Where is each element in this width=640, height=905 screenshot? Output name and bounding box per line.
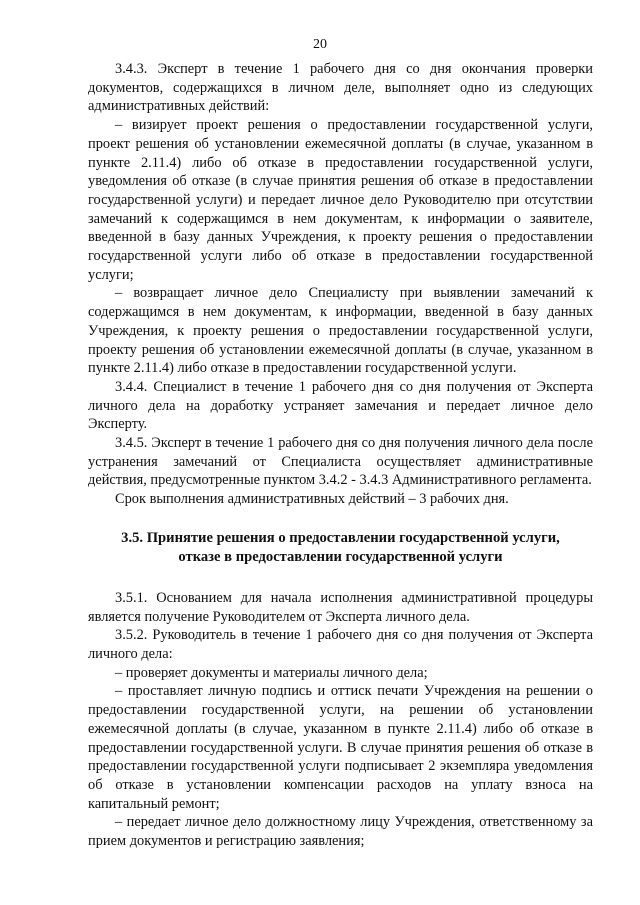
list-item-return: – возвращает личное дело Специалисту при выявлении замечаний к содержащимся в нем документам, к информации, введенной в базу данных Учреждения, к проекту решения о предоставлении государственной услуги, проекту решения об установлении ежемесячной доплаты (в случае, указанном в пункте 2.11.4) либо отказе в предоставлении государственной услуги. — [88, 285, 593, 377]
list-item-transfer: – передает личное дело должностному лицу Учреждения, ответственному за прием документов и регистрацию заявления; — [88, 814, 593, 850]
section-heading-line-2: отказе в предоставлении государственной услуги — [178, 548, 503, 565]
list-item-check: – проверяет документы и материалы личного дела; — [115, 664, 428, 681]
paragraph-3-4-4: 3.4.4. Специалист в течение 1 рабочего дня со дня получения от Эксперта личного дела на доработку устраняет замечания и передает личное дело Эксперту. — [88, 378, 593, 433]
paragraph-3-4-3: 3.4.3. Эксперт в течение 1 рабочего дня со дня окончания проверки документов, содержащихся в личном деле, выполняет одно из следующих административных действий: — [88, 61, 593, 115]
section-heading-3-5 — [88, 529, 593, 567]
paragraph-term: Срок выполнения административных действий – 3 рабочих дня. — [115, 491, 509, 508]
paragraph-3-4-5: 3.4.5. Эксперт в течение 1 рабочего дня со дня получения личного дела после устранения замечаний от Специалиста осуществляет административные действия, предусмотренные пунктом 3.4.2 - 3.4.3 Административного регламента. — [88, 435, 593, 489]
section-heading-line-1: 3.5. Принятие решения о предоставлении государственной услуги, — [121, 529, 560, 546]
paragraph-3-5-2: 3.5.2. Руководитель в течение 1 рабочего дня со дня получения от Эксперта личного дела: — [88, 627, 593, 662]
page-number: 20 — [313, 37, 327, 52]
document-body — [88, 60, 593, 851]
list-item-sign: – проставляет личную подпись и оттиск печати Учреждения на решении о предоставлении государственной услуги, на решении об установлении ежемесячной доплаты (в случае, указанном в пункте 2.11.4) либо об отказе в предоставлении государственной услуги. В случае принятия решения об отказе в предоставлении государственной услуги подписывает 2 экземпляра уведомления об отказе в установлении компенсации расходов на уплату взноса на капитальный ремонт; — [88, 683, 593, 812]
list-item-endorse: – визирует проект решения о предоставлении государственной услуги, проект решения об установлении ежемесячной доплаты (в случае, указанном в пункте 2.11.4) либо об отказе в предоставлении государственной услуги, уведомления об отказе (в случае принятия решения об отказе в предоставлении государственной услуги) и передает личное дело Руководителю при отсутствии замечаний к содержащимся в нем документам, к информации о заявителе, введенной в базу данных Учреждения, к проекту решения о предоставлении государственной услуги либо об отказе в предоставлении государственной услуги; — [88, 117, 593, 283]
paragraph-3-5-1: 3.5.1. Основанием для начала исполнения административной процедуры является получение Руководителем от Эксперта личного дела. — [88, 589, 593, 625]
